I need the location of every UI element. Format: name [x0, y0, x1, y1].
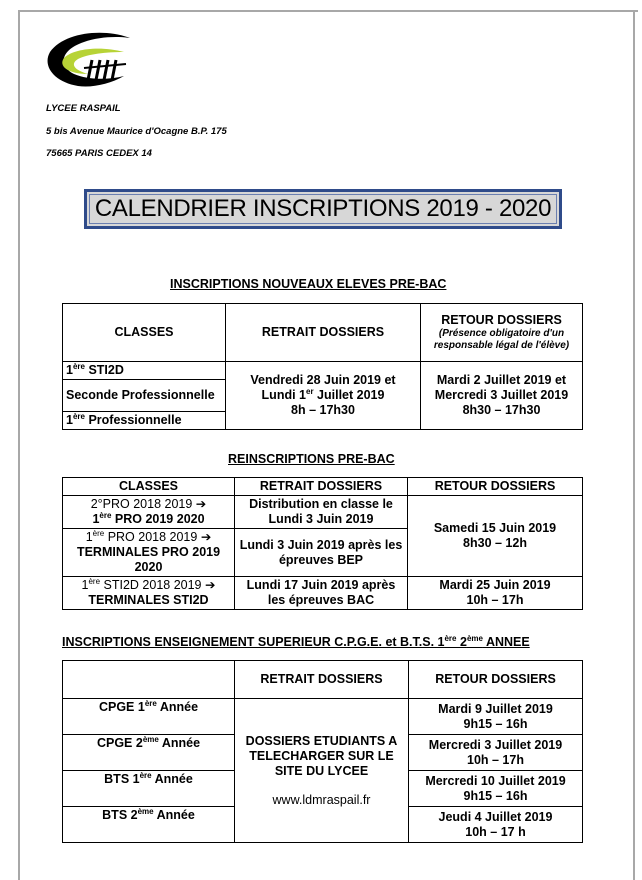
page-frame-left [18, 10, 20, 880]
retrait-dates: Vendredi 28 Juin 2019 et Lundi 1er Juillet 2019 8h – 17h30 [226, 362, 421, 430]
page-title: CALENDRIER INSCRIPTIONS 2019 - 2020 [84, 189, 562, 229]
class-1sti2d-to-tsti2d: 1ère STI2D 2018 2019 ➔ TERMINALES STI2D [63, 577, 235, 610]
header-retour: RETOUR DOSSIERS [409, 661, 583, 699]
school-name: LYCEE RASPAIL [46, 103, 121, 114]
page-frame-right [633, 10, 635, 880]
section2-title: REINSCRIPTIONS PRE-BAC [228, 452, 395, 466]
header-classes: CLASSES [63, 304, 226, 362]
retour-dates: Mardi 2 Juillet 2019 et Mercredi 3 Juillet 2019 8h30 – 17h30 [421, 362, 583, 430]
retour-cpge-2: Mercredi 3 Juillet 2019 10h – 17h [409, 735, 583, 771]
class-1ere-sti2d: 1ère STI2D [63, 362, 226, 380]
retour-bts-1: Mercredi 10 Juillet 2019 9h15 – 16h [409, 771, 583, 807]
class-cpge-2: CPGE 2ème Année [63, 735, 235, 771]
class-1ere-pro: 1ère Professionnelle [63, 412, 226, 430]
section3-title: INSCRIPTIONS ENSEIGNEMENT SUPERIEUR C.P.G.E. et B.T.S. 1ère 2ème ANNEE [62, 634, 530, 650]
header-retour-note: (Présence obligatoire d'un responsable légal de l'élève) [433, 328, 570, 351]
class-seconde-pro: Seconde Professionnelle [63, 380, 226, 412]
school-city: 75665 PARIS CEDEX 14 [46, 148, 152, 159]
header-empty [63, 661, 235, 699]
class-bts-2: BTS 2ème Année [63, 807, 235, 843]
section2-table [62, 477, 583, 610]
header-retour [421, 304, 583, 362]
header-retour: RETOUR DOSSIERS [408, 478, 583, 496]
class-1pro-to-tpro: 1ère PRO 2018 2019 ➔ TERMINALES PRO 2019 2020 [63, 529, 235, 577]
header-retrait: RETRAIT DOSSIERS [235, 478, 408, 496]
class-bts-1: BTS 1ère Année [63, 771, 235, 807]
retrait-telecharger: DOSSIERS ETUDIANTS A TELECHARGER SUR LE SITE DU LYCEE www.ldmraspail.fr [235, 699, 409, 843]
school-logo [44, 30, 134, 92]
retrait-2pro: Distribution en classe le Lundi 3 Juin 2019 [235, 496, 408, 529]
header-retrait: RETRAIT DOSSIERS [226, 304, 421, 362]
header-classes: CLASSES [63, 478, 235, 496]
retrait-1pro: Lundi 3 Juin 2019 après les épreuves BEP [235, 529, 408, 577]
retour-merged: Samedi 15 Juin 2019 8h30 – 12h [408, 496, 583, 577]
retour-1sti2d: Mardi 25 Juin 2019 10h – 17h [408, 577, 583, 610]
retour-bts-2: Jeudi 4 Juillet 2019 10h – 17 h [409, 807, 583, 843]
header-retour-label: RETOUR DOSSIERS [441, 313, 562, 327]
website-link: www.ldmraspail.fr [272, 792, 371, 807]
class-cpge-1: CPGE 1ère Année [63, 699, 235, 735]
class-2pro-to-1pro: 2°PRO 2018 2019 ➔ 1ère PRO 2019 2020 [63, 496, 235, 529]
section1-table [62, 303, 583, 430]
retrait-1sti2d: Lundi 17 Juin 2019 après les épreuves BAC [235, 577, 408, 610]
school-address: 5 bis Avenue Maurice d'Ocagne B.P. 175 [46, 126, 227, 137]
section1-title: INSCRIPTIONS NOUVEAUX ELEVES PRE-BAC [170, 277, 447, 291]
retour-cpge-1: Mardi 9 Juillet 2019 9h15 – 16h [409, 699, 583, 735]
header-retrait: RETRAIT DOSSIERS [235, 661, 409, 699]
page-frame-top [18, 10, 638, 12]
section3-table [62, 660, 583, 843]
